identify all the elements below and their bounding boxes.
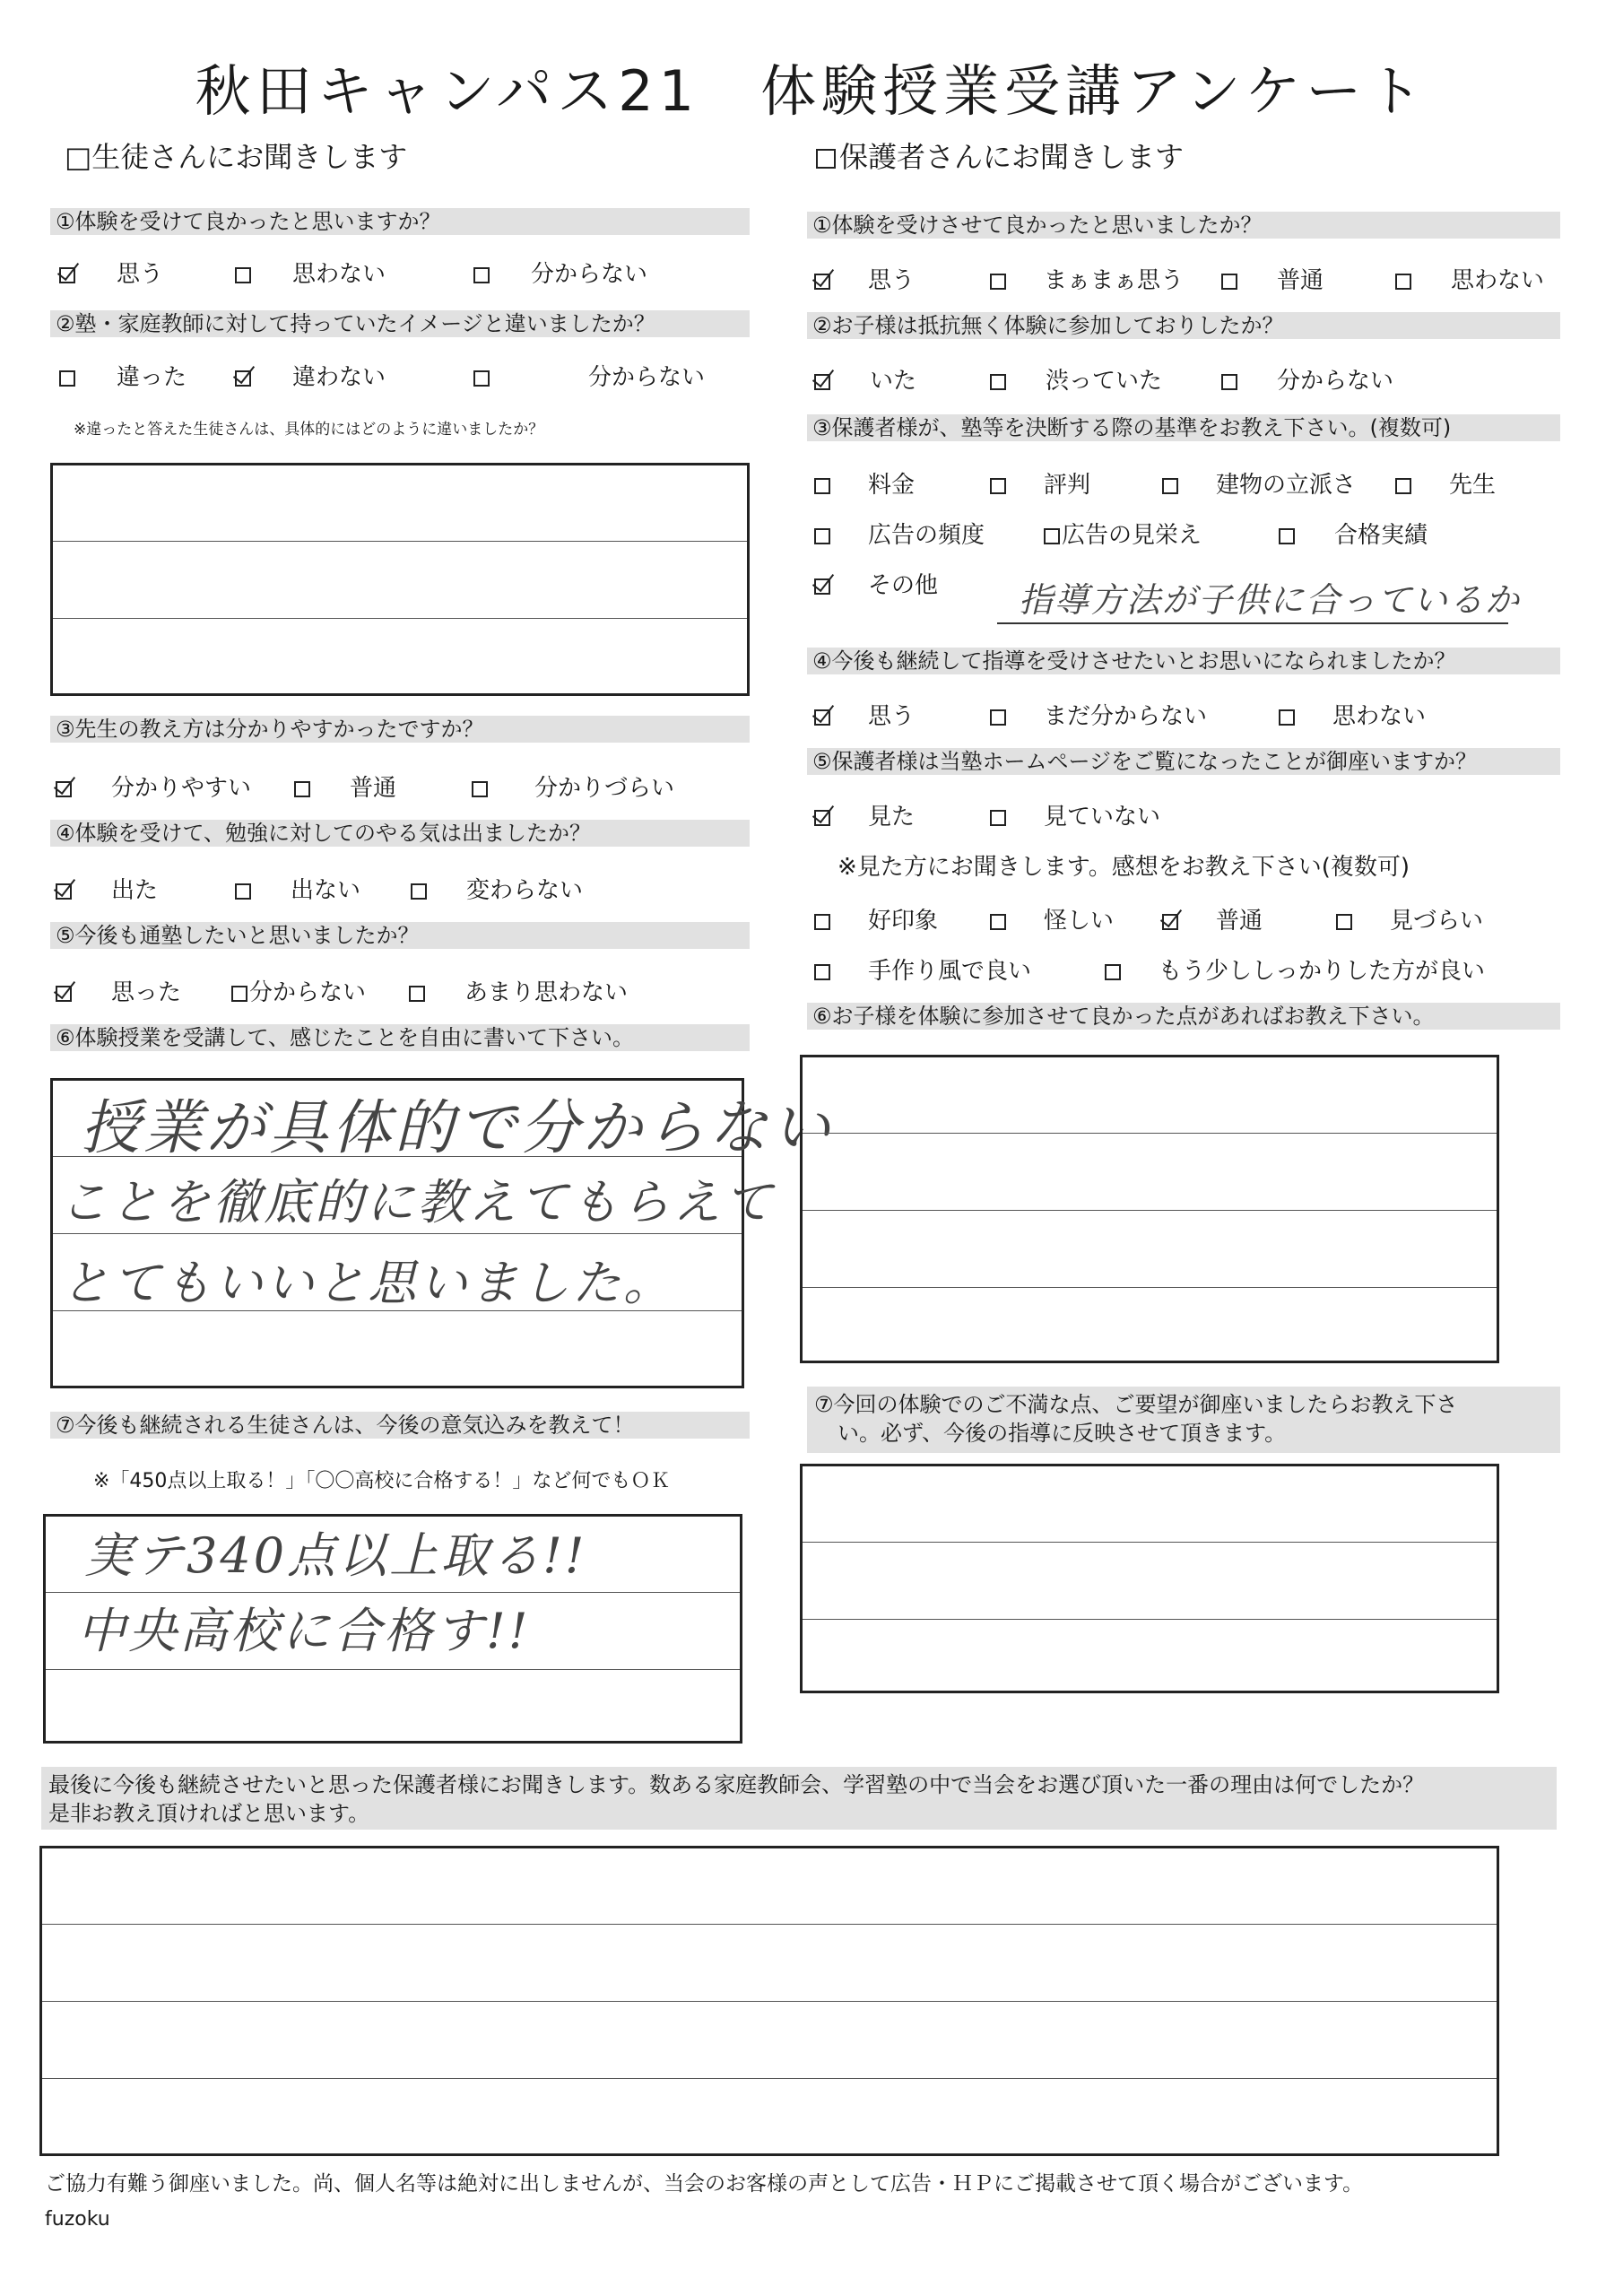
student-q7-label: ⑦今後も継続される生徒さんは、今後の意気込みを教えて！ [50, 1412, 750, 1439]
student-q7-note: ※「450点以上取る！」「〇〇高校に合格する！」など何でもＯＫ [93, 1470, 671, 1492]
student-q4-option-1[interactable]: 出た [56, 872, 158, 905]
student-section-heading: □生徒さんにお聞きします [65, 140, 408, 174]
guardian-q5-impression-3[interactable]: 普通 [1162, 902, 1263, 935]
guardian-q3-option-1[interactable]: 料金 [814, 466, 915, 500]
guardian-q2-option-1[interactable]: いた [814, 362, 916, 396]
ruled-line [53, 1233, 742, 1234]
checkbox[interactable] [1105, 964, 1121, 980]
guardian-q5-option-1[interactable]: 見た [814, 798, 915, 831]
checkbox[interactable] [990, 709, 1006, 726]
guardian-q5-impression-6[interactable]: もう少ししっかりした方が良い [1105, 952, 1485, 986]
checkbox[interactable] [1279, 709, 1295, 726]
student-q2-answer-box[interactable] [50, 463, 750, 696]
handwritten-answer-line-1: 授業が具体的で分からない [81, 1093, 834, 1162]
checkbox-checked[interactable] [814, 578, 830, 595]
handwritten-goal-line-2: 中央高校に合格す!! [77, 1603, 531, 1659]
checkbox[interactable] [473, 370, 490, 387]
checkbox-icon [816, 149, 836, 169]
student-q2-note: ※違ったと答えた生徒さんは、具体的にはどのように違いましたか？ [74, 421, 544, 439]
guardian-q3-option-7[interactable]: 合格実績 [1279, 517, 1428, 550]
student-q1-option-3[interactable]: 分からない [473, 256, 647, 289]
student-q5-option-3[interactable]: あまり思わない [409, 974, 628, 1007]
ruled-line [803, 1287, 1497, 1288]
final-answer-box[interactable] [39, 1846, 1499, 2156]
checkbox-checked[interactable] [235, 370, 251, 387]
guardian-q5-option-2[interactable]: 見ていない [990, 798, 1160, 831]
student-q6-label: ⑥体験授業を受講して、感じたことを自由に書いて下さい。 [50, 1024, 750, 1051]
guardian-q1-option-3[interactable]: 普通 [1221, 262, 1324, 295]
guardian-q5-impression-5[interactable]: 手作り風で良い [814, 952, 1031, 986]
guardian-q3-option-2[interactable]: 評判 [990, 466, 1090, 500]
guardian-q1-option-1[interactable]: 思う [814, 262, 915, 295]
student-q4-option-3[interactable]: 変わらない [411, 872, 583, 905]
checkbox[interactable] [1221, 274, 1237, 290]
checkbox[interactable] [1395, 478, 1411, 494]
checkbox[interactable] [814, 478, 830, 494]
guardian-section-heading: 保護者さんにお聞きします [816, 135, 1184, 176]
checkbox[interactable] [411, 883, 427, 900]
checkbox-checked[interactable] [56, 986, 72, 1002]
guardian-q3-option-5[interactable]: 広告の頻度 [814, 517, 985, 550]
checkbox[interactable] [231, 986, 247, 1002]
guardian-q3-option-8[interactable]: その他 [814, 567, 938, 600]
ruled-line [46, 1669, 740, 1670]
ruled-line [42, 1924, 1497, 1925]
checkbox[interactable] [1044, 528, 1060, 544]
student-q2-option-1[interactable]: 違った [59, 359, 187, 392]
student-q5-label: ⑤今後も通塾したいと思いましたか？ [50, 922, 750, 949]
ruled-line [803, 1133, 1497, 1134]
checkbox-checked[interactable] [59, 267, 75, 283]
checkbox[interactable] [1162, 478, 1178, 494]
checkbox-checked[interactable] [56, 883, 72, 900]
checkbox[interactable] [990, 914, 1006, 930]
footer-code: fuzoku [45, 2208, 110, 2231]
student-q2-option-2[interactable]: 違わない [235, 359, 386, 392]
checkbox[interactable] [1395, 274, 1411, 290]
student-q4-option-2[interactable]: 出ない [235, 872, 360, 905]
guardian-q4-label: ④今後も継続して指導を受けさせたいとお思いになられましたか？ [807, 648, 1560, 674]
guardian-q3-option-4[interactable]: 先生 [1395, 466, 1496, 500]
page-title: 秋田キャンパス21 体験授業受講アンケート [195, 58, 1428, 124]
guardian-q6-label: ⑥お子様を体験に参加させて良かった点があればお教え下さい。 [807, 1003, 1560, 1030]
checkbox[interactable] [409, 986, 425, 1002]
student-q2-label: ②塾・家庭教師に対して持っていたイメージと違いましたか？ [50, 310, 750, 337]
checkbox-checked[interactable] [814, 709, 830, 726]
guardian-q2-label: ②お子様は抵抗無く体験に参加しておりしたか？ [807, 312, 1560, 339]
other-answer-underline [997, 622, 1508, 624]
checkbox[interactable] [59, 370, 75, 387]
checkbox[interactable] [1279, 528, 1295, 544]
student-q5-option-2[interactable]: 分からない [231, 974, 366, 1007]
student-q3-option-3[interactable]: 分かりづらい [472, 770, 674, 803]
ruled-line [53, 541, 747, 542]
guardian-q3-label: ③保護者様が、塾等を決断する際の基準をお教え下さい。(複数可) [807, 414, 1560, 441]
checkbox[interactable] [814, 528, 830, 544]
ruled-line [42, 2001, 1497, 2002]
checkbox[interactable] [990, 478, 1006, 494]
guardian-q3-option-3[interactable]: 建物の立派さ [1162, 466, 1356, 500]
checkbox-checked[interactable] [814, 274, 830, 290]
checkbox[interactable] [473, 267, 490, 283]
handwritten-answer-line-3: とてもいいと思いました。 [61, 1255, 674, 1311]
guardian-q7-label: ⑦今回の体験でのご不満な点、ご要望が御座いましたらお教え下さ い。必ず、今後の指導に反映させて頂きます。 [807, 1387, 1560, 1453]
checkbox-checked[interactable] [814, 374, 830, 390]
footer-thanks: ご協力有難う御座いました。尚、個人名等は絶対に出しませんが、当会のお客様の声として広告・ＨＰにご掲載させて頂く場合がございます。 [45, 2172, 1364, 2196]
handwritten-goal-line-1: 実テ340点以上取る!! [84, 1527, 587, 1584]
student-q1-option-1[interactable]: 思う [59, 256, 163, 289]
guardian-q4-option-1[interactable]: 思う [814, 698, 915, 731]
checkbox-checked[interactable] [1162, 914, 1178, 930]
student-q4-label: ④体験を受けて、勉強に対してのやる気は出ましたか？ [50, 820, 750, 847]
checkbox[interactable] [814, 964, 830, 980]
ruled-line [42, 2078, 1497, 2079]
guardian-q7-answer-box[interactable] [800, 1464, 1499, 1693]
checkbox[interactable] [990, 374, 1006, 390]
student-q1-label: ①体験を受けて良かったと思いますか？ [50, 208, 750, 235]
guardian-q2-option-2[interactable]: 渋っていた [990, 362, 1162, 396]
guardian-q1-label: ①体験を受けさせて良かったと思いましたか？ [807, 212, 1560, 239]
final-question-label: 最後に今後も継続させたいと思った保護者様にお聞きします。数ある家庭教師会、学習塾の中で当会をお選び頂いた一番の理由は何でしたか？ 是非お教え頂ければと思います。 [41, 1767, 1557, 1830]
guardian-q4-option-3[interactable]: 思わない [1279, 698, 1426, 731]
ruled-line [803, 1210, 1497, 1211]
student-q1-option-2[interactable]: 思わない [235, 256, 386, 289]
guardian-q4-option-2[interactable]: まだ分からない [990, 698, 1207, 731]
ruled-line [803, 1542, 1497, 1543]
checkbox[interactable] [294, 781, 310, 797]
student-q5-option-1[interactable]: 思った [56, 974, 181, 1007]
guardian-q5-note: ※見た方にお聞きします。感想をお教え下さい(複数可) [838, 854, 1410, 881]
guardian-q6-answer-box[interactable] [800, 1055, 1499, 1363]
checkbox[interactable] [235, 267, 251, 283]
checkbox[interactable] [1221, 374, 1237, 390]
student-q3-label: ③先生の教え方は分かりやすかったですか？ [50, 716, 750, 743]
handwritten-answer-line-2: ことを徹底的に教えてもらえて [59, 1174, 775, 1231]
guardian-q5-label: ⑤保護者様は当塾ホームページをご覧になったことが御座いますか？ [807, 748, 1560, 775]
checkbox[interactable] [990, 274, 1006, 290]
checkbox-checked[interactable] [56, 781, 72, 797]
ruled-line [53, 618, 747, 619]
ruled-line [803, 1619, 1497, 1620]
student-q3-option-2[interactable]: 普通 [294, 770, 396, 803]
student-q3-option-1[interactable]: 分かりやすい [56, 770, 251, 803]
guardian-q1-option-2[interactable]: まぁまぁ思う [990, 262, 1184, 295]
checkbox[interactable] [1336, 914, 1352, 930]
guardian-q5-impression-4[interactable]: 見づらい [1336, 902, 1483, 935]
guardian-q2-option-3[interactable]: 分からない [1221, 362, 1393, 396]
checkbox[interactable] [235, 883, 251, 900]
checkbox-checked[interactable] [814, 810, 830, 826]
guardian-q3-option-6[interactable]: 広告の見栄え [1044, 517, 1202, 550]
guardian-q1-option-4[interactable]: 思わない [1395, 262, 1544, 295]
checkbox[interactable] [814, 914, 830, 930]
handwritten-other-answer: 指導方法が子供に合っているか [1019, 580, 1522, 620]
checkbox[interactable] [990, 810, 1006, 826]
guardian-q5-impression-1[interactable]: 好印象 [814, 902, 938, 935]
guardian-q5-impression-2[interactable]: 怪しい [990, 902, 1114, 935]
student-q2-option-3[interactable]: 分からない [473, 359, 705, 392]
checkbox[interactable] [472, 781, 488, 797]
